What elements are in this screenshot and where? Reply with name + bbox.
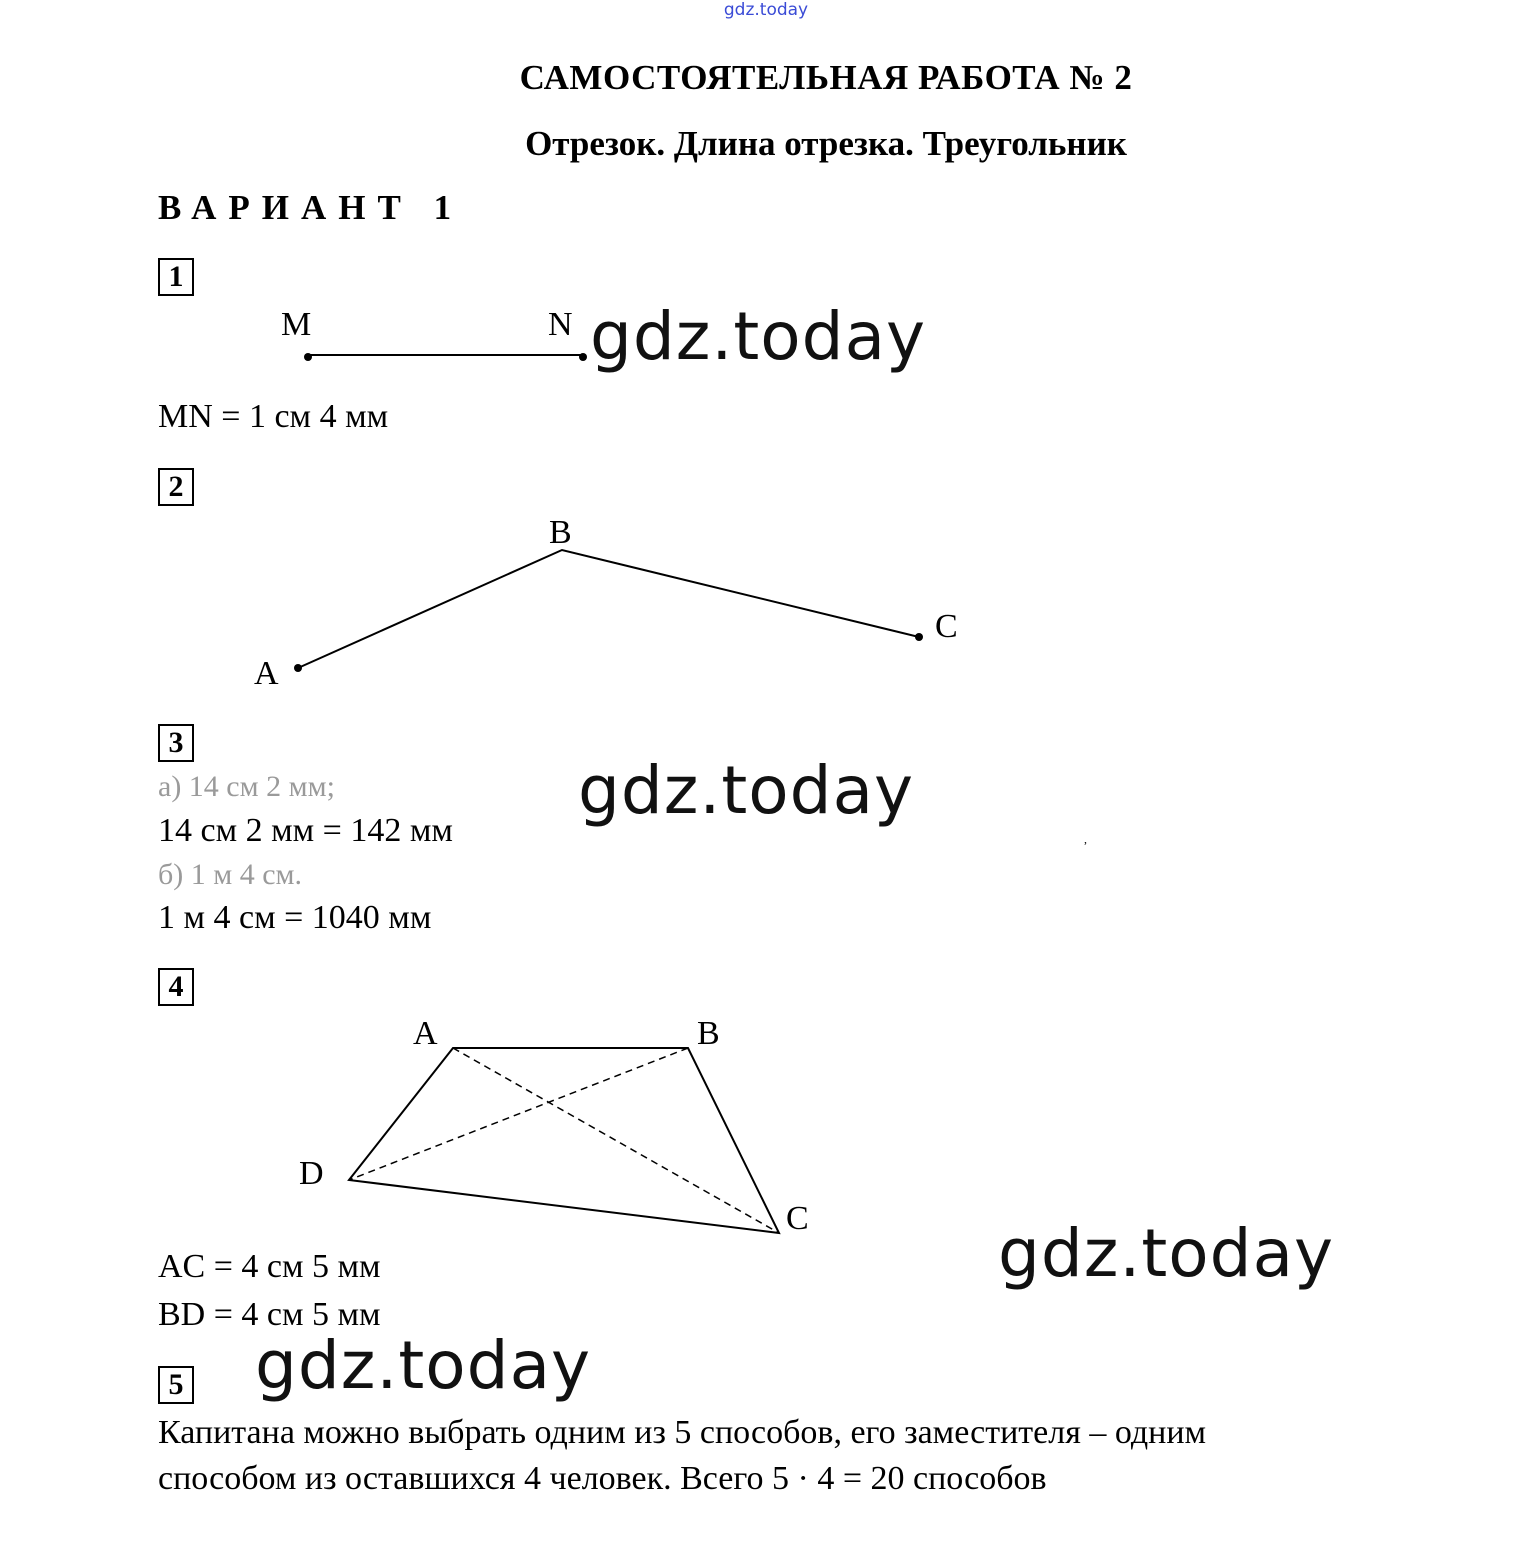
task4-answer-ac: AC = 4 см 5 мм: [158, 1248, 381, 1285]
task5-line2: способом из оставшихся 4 человек. Всего 5 · 4 = 20 способов: [158, 1460, 1047, 1497]
task3-a-condition: а) 14 см 2 мм;: [158, 770, 335, 803]
watermark-1: gdz.today: [590, 298, 927, 375]
task-number-4: 4: [158, 968, 194, 1006]
point-c: [915, 633, 923, 641]
task4-answer-bd: BD = 4 см 5 мм: [158, 1296, 381, 1333]
label-n: N: [548, 306, 573, 343]
watermark-4: gdz.today: [255, 1327, 592, 1404]
label-4-a: A: [413, 1015, 438, 1052]
task3-b-condition: б) 1 м 4 см.: [158, 858, 303, 891]
task3-a-answer: 14 см 2 мм = 142 мм: [158, 812, 453, 849]
page-subtitle: Отрезок. Длина отрезка. Треугольник: [525, 124, 1127, 163]
point-a: [294, 664, 302, 672]
point-n: [579, 353, 587, 361]
task5-line1: Капитана можно выбрать одним из 5 способов, его заместителя – одним: [158, 1414, 1207, 1451]
task-number-2: 2: [158, 468, 194, 506]
label-4-c: C: [786, 1200, 809, 1237]
stray-mark: ,: [1084, 832, 1087, 846]
label-a: A: [254, 655, 279, 692]
variant-heading: ВАРИАНТ 1: [158, 188, 464, 227]
label-4-b: B: [697, 1015, 720, 1052]
task-number-5: 5: [158, 1366, 194, 1404]
label-4-d: D: [299, 1155, 324, 1192]
task1-answer: MN = 1 см 4 мм: [158, 398, 389, 435]
quadrilateral-abcd: [349, 1048, 779, 1233]
label-c: C: [935, 608, 958, 645]
top-watermark: gdz.today: [723, 0, 809, 20]
label-m: M: [281, 306, 312, 343]
watermark-2: gdz.today: [578, 752, 915, 829]
broken-line-abc: [294, 550, 923, 672]
task-number-1: 1: [158, 258, 194, 296]
page-title: САМОСТОЯТЕЛЬНАЯ РАБОТА № 2: [519, 58, 1133, 97]
label-b: B: [549, 514, 572, 551]
point-m: [304, 353, 312, 361]
segment-mn: [304, 353, 587, 361]
task3-b-answer: 1 м 4 см = 1040 мм: [158, 899, 432, 936]
task-number-3: 3: [158, 724, 194, 762]
watermark-3: gdz.today: [998, 1215, 1335, 1292]
